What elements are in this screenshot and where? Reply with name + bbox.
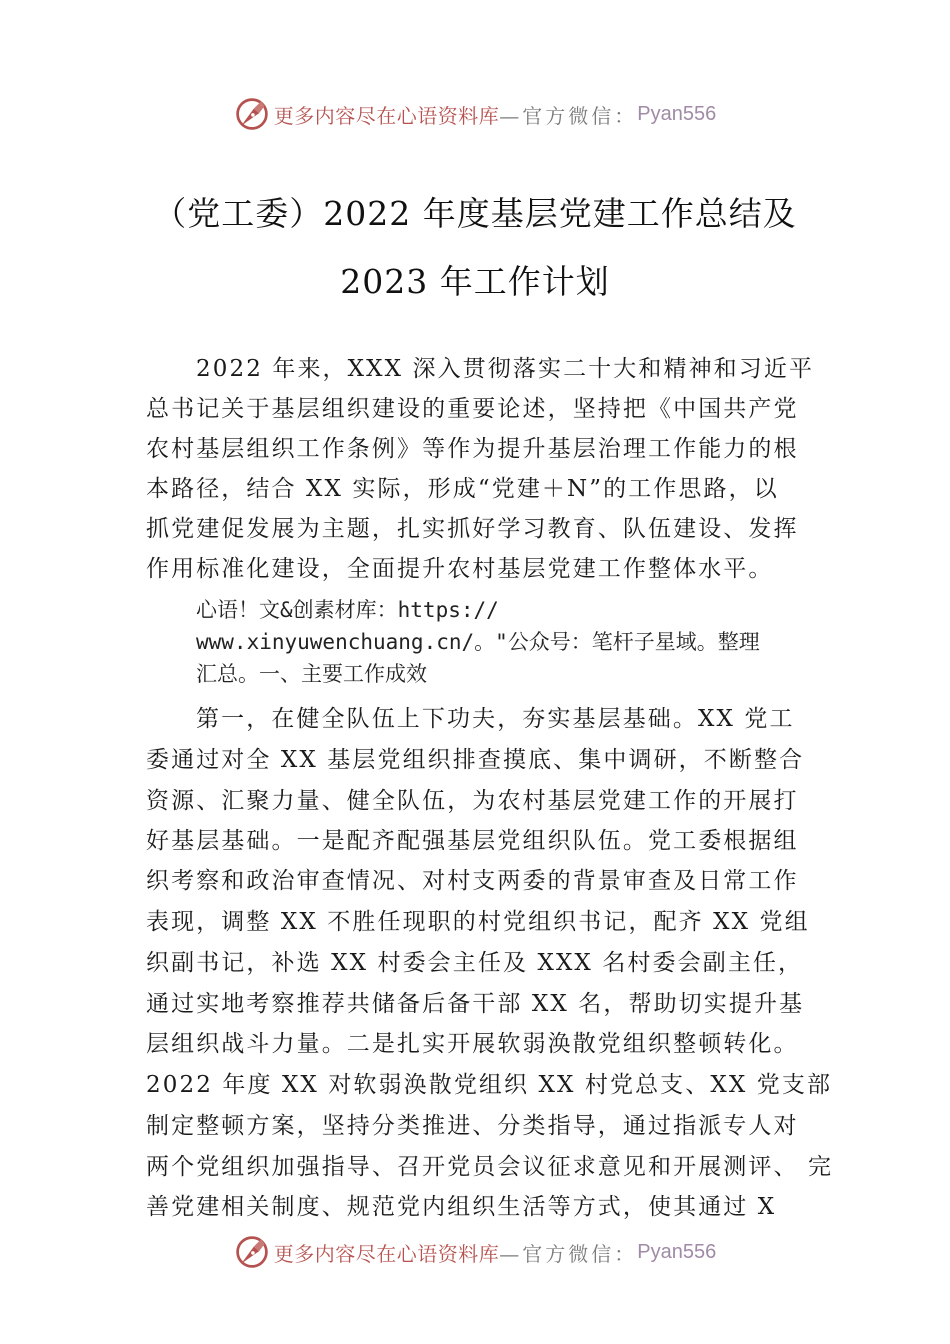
paragraph2-line-9: 层组织战斗力量。二是扎实开展软弱涣散党组织整顿转化。 — [146, 1031, 799, 1057]
paragraph1-line-3: 农村基层组织工作条例》等作为提升基层治理工作能力的根 — [146, 436, 799, 462]
banner-grey-text: —官方微信： — [499, 103, 638, 128]
paragraph2-line-11: 制定整顿方案，坚持分类推进、分类指导，通过指派专人对 — [146, 1113, 799, 1139]
footer-grey-text: —官方微信： — [499, 1241, 638, 1266]
footer-red-text: 更多内容尽在心语资料库 — [273, 1241, 500, 1266]
note-line-2: www.xinyuwenchuang.cn/。"公众号：笔杆子星域。整理 — [196, 630, 760, 654]
pen-nib-logo-icon — [234, 1234, 270, 1270]
paragraph1-line-4: 本路径，结合 XX 实际，形成“党建＋N”的工作思路，以 — [146, 476, 779, 502]
paragraph2-line-13: 善党建相关制度、规范党内组织生活等方式，使其通过 X — [146, 1194, 777, 1220]
paragraph1-line-6: 作用标准化建设，全面提升农村基层党建工作整体水平。 — [146, 556, 774, 582]
paragraph1-line-1: 2022 年来，XXX 深入贯彻落实二十大和精神和习近平 — [196, 356, 815, 382]
document-title-line-1: （党工委）2022 年度基层党建工作总结及 — [153, 194, 797, 233]
paragraph2-line-6: 表现，调整 XX 不胜任现职的村党组织书记，配齐 XX 党组 — [146, 909, 810, 935]
paragraph1-line-2: 总书记关于基层组织建设的重要论述，坚持把《中国共产党 — [146, 396, 799, 422]
banner-red-text: 更多内容尽在心语资料库 — [273, 103, 500, 128]
paragraph1-line-5: 抓党建促发展为主题，扎实抓好学习教育、队伍建设、发挥 — [146, 516, 799, 542]
paragraph2-line-1: 第一，在健全队伍上下功夫，夯实基层基础。XX 党工 — [196, 706, 795, 732]
paragraph2-line-12: 两个党组织加强指导、召开党员会议征求意见和开展测评、 完 — [146, 1154, 834, 1180]
paragraph2-line-5: 织考察和政治审查情况、对村支两委的背景审查及日常工作 — [146, 868, 799, 894]
footer-banner — [0, 1232, 950, 1272]
header-banner — [0, 94, 950, 134]
paragraph2-line-8: 通过实地考察推荐共储备后备干部 XX 名，帮助切实提升基 — [146, 991, 805, 1017]
paragraph2-line-10: 2022 年度 XX 对软弱涣散党组织 XX 村党总支、XX 党支部 — [146, 1072, 833, 1098]
note-line-3: 汇总。一、主要工作成效 — [196, 662, 427, 686]
paragraph2-line-3: 资源、汇聚力量、健全队伍，为农村基层党建工作的开展打 — [146, 788, 799, 814]
document-title-line-2: 2023 年工作计划 — [340, 262, 610, 301]
paragraph2-line-4: 好基层基础。一是配齐配强基层党组织队伍。党工委根据组 — [146, 828, 799, 854]
paragraph2-line-7: 织副书记，补选 XX 村委会主任及 XXX 名村委会副主任， — [146, 950, 804, 976]
banner-account-id: Pyan556 — [637, 102, 717, 125]
paragraph2-line-2: 委通过对全 XX 基层党组织排查摸底、集中调研，不断整合 — [146, 747, 805, 773]
footer-account-id: Pyan556 — [637, 1240, 717, 1263]
note-line-1: 心语！文&创素材库：https:// — [196, 598, 499, 622]
pen-nib-logo-icon — [234, 96, 270, 132]
